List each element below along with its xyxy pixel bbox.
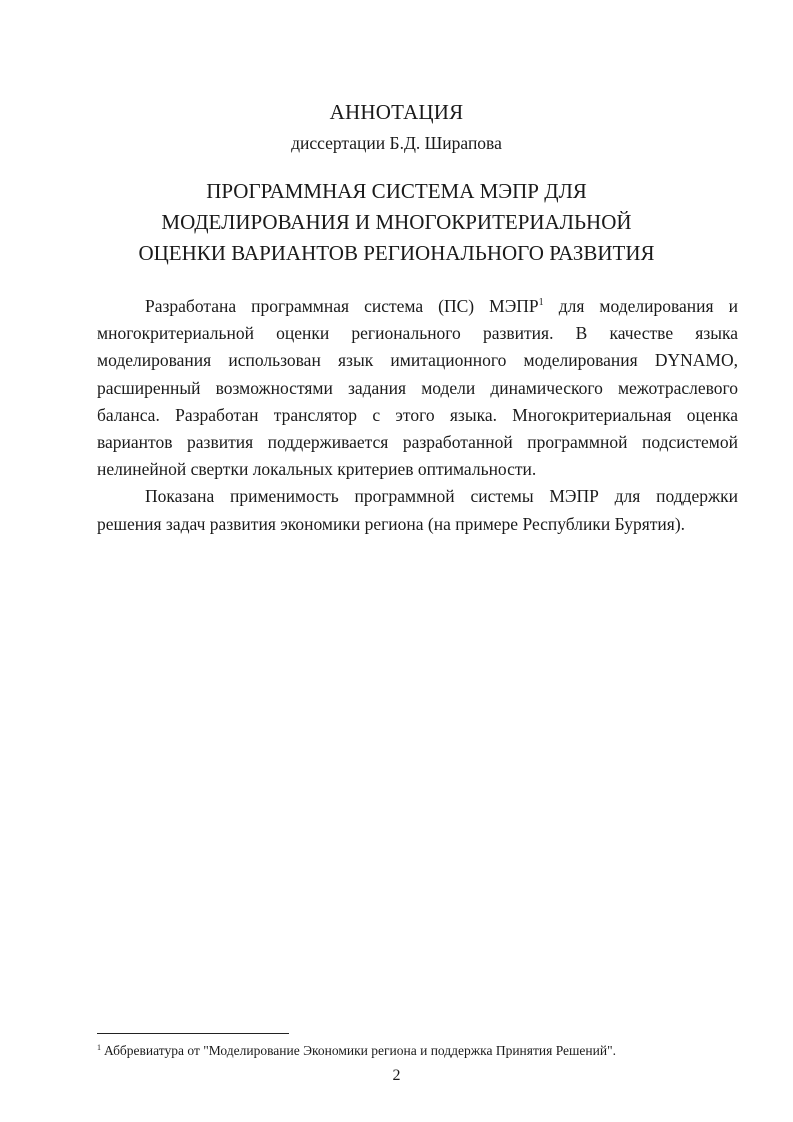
footnote-text: Аббревиатура от "Моделирование Экономики региона и поддержка Принятия Решений". [104,1043,616,1058]
dissertation-author-line: диссертации Б.Д. Ширапова [291,133,502,153]
footnote [97,1043,616,1059]
dissertation-title [0,176,793,269]
annotation-heading: АННОТАЦИЯ [329,100,464,124]
page-number: 2 [392,1067,401,1084]
footnote-divider [97,1033,289,1034]
abstract-p1-start: Разработана программная система (ПС) МЭПР [145,296,539,316]
abstract-paragraph-1 [97,293,738,483]
abstract-body [97,293,738,538]
footnote-mark: 1 [97,1042,101,1052]
dissertation-title-line-3: ОЦЕНКИ ВАРИАНТОВ РЕГИОНАЛЬНОГО РАЗВИТИЯ [138,241,655,265]
footnote-reference-mark: 1 [538,297,544,309]
dissertation-title-line-1: ПРОГРАММНАЯ СИСТЕМА МЭПР ДЛЯ [206,179,587,203]
abstract-paragraph-2: Показана применимость программной системы МЭПР для поддержки решения задач развития экономики региона (на примере Республики Бурятия). [97,486,738,534]
dissertation-title-line-2: МОДЕЛИРОВАНИЯ И МНОГОКРИТЕРИАЛЬНОЙ [161,210,632,234]
abstract-p1-rest: для моделирования и многокритериальной оценки регионального развития. В качестве языка моделирования использован язык имитационного моделирования DYNAMO, расширенный возможностями задания модели динамического межотраслевого баланса. Разработан транслятор с этого языка. Многокритериальная оценка вариантов развития поддерживается разработанной программной подсистемой нелинейной свертки локальных критериев оптимальности. [97,296,738,480]
